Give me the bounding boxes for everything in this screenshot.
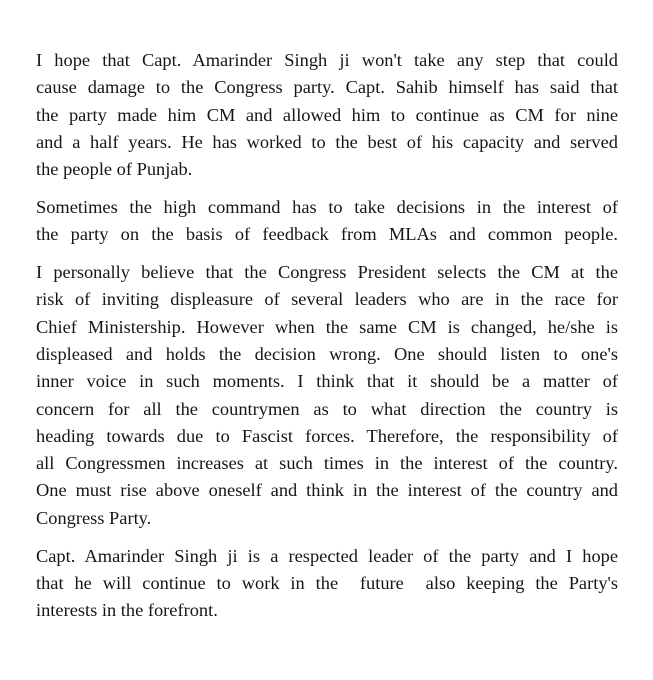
text-line: interests in the forefront.: [36, 600, 218, 621]
document-text-block: [36, 47, 618, 624]
text-line: Congress Party.: [36, 507, 152, 528]
text-line: the party on the basis of feedback from MLAs and common people.: [36, 224, 618, 245]
text-line: I hope that Capt. Amarinder Singh ji won't take any step that could: [36, 50, 618, 70]
paragraph-3: [36, 259, 618, 532]
text-line: Chief Ministership. However when the same CM is changed, he/she is: [36, 316, 618, 337]
text-line: displeased and holds the decision wrong. One should listen to one's: [36, 343, 618, 364]
text-line: Capt. Amarinder Singh ji is a respected leader of the party and I hope: [36, 545, 618, 566]
text-line: concern for all the countrymen as to what direction the country is: [36, 398, 618, 419]
text-line: heading towards due to Fascist forces. Therefore, the responsibility of: [36, 425, 618, 446]
paragraph-4: [36, 543, 618, 625]
text-line: and a half years. He has worked to the best of his capacity and served: [36, 131, 618, 152]
text-line: I personally believe that the Congress President selects the CM at the: [36, 262, 618, 283]
text-line: cause damage to the Congress party. Capt. Sahib himself has said that: [36, 77, 618, 98]
text-line: all Congressmen increases at such times in the interest of the country.: [36, 453, 618, 474]
text-line: risk of inviting displeasure of several leaders who are in the race for: [36, 289, 618, 310]
paragraph-1: [36, 47, 618, 183]
paragraph-2: [36, 194, 618, 249]
text-line: One must rise above oneself and think in the interest of the country and: [36, 480, 618, 501]
text-line: Sometimes the high command has to take decisions in the interest of: [36, 196, 618, 217]
text-line: the party made him CM and allowed him to continue as CM for nine: [36, 104, 618, 125]
text-line: the people of Punjab.: [36, 159, 193, 180]
text-line: inner voice in such moments. I think that it should be a matter of: [36, 371, 618, 392]
text-line: that he will continue to work in the future also keeping the Party's: [36, 572, 618, 593]
